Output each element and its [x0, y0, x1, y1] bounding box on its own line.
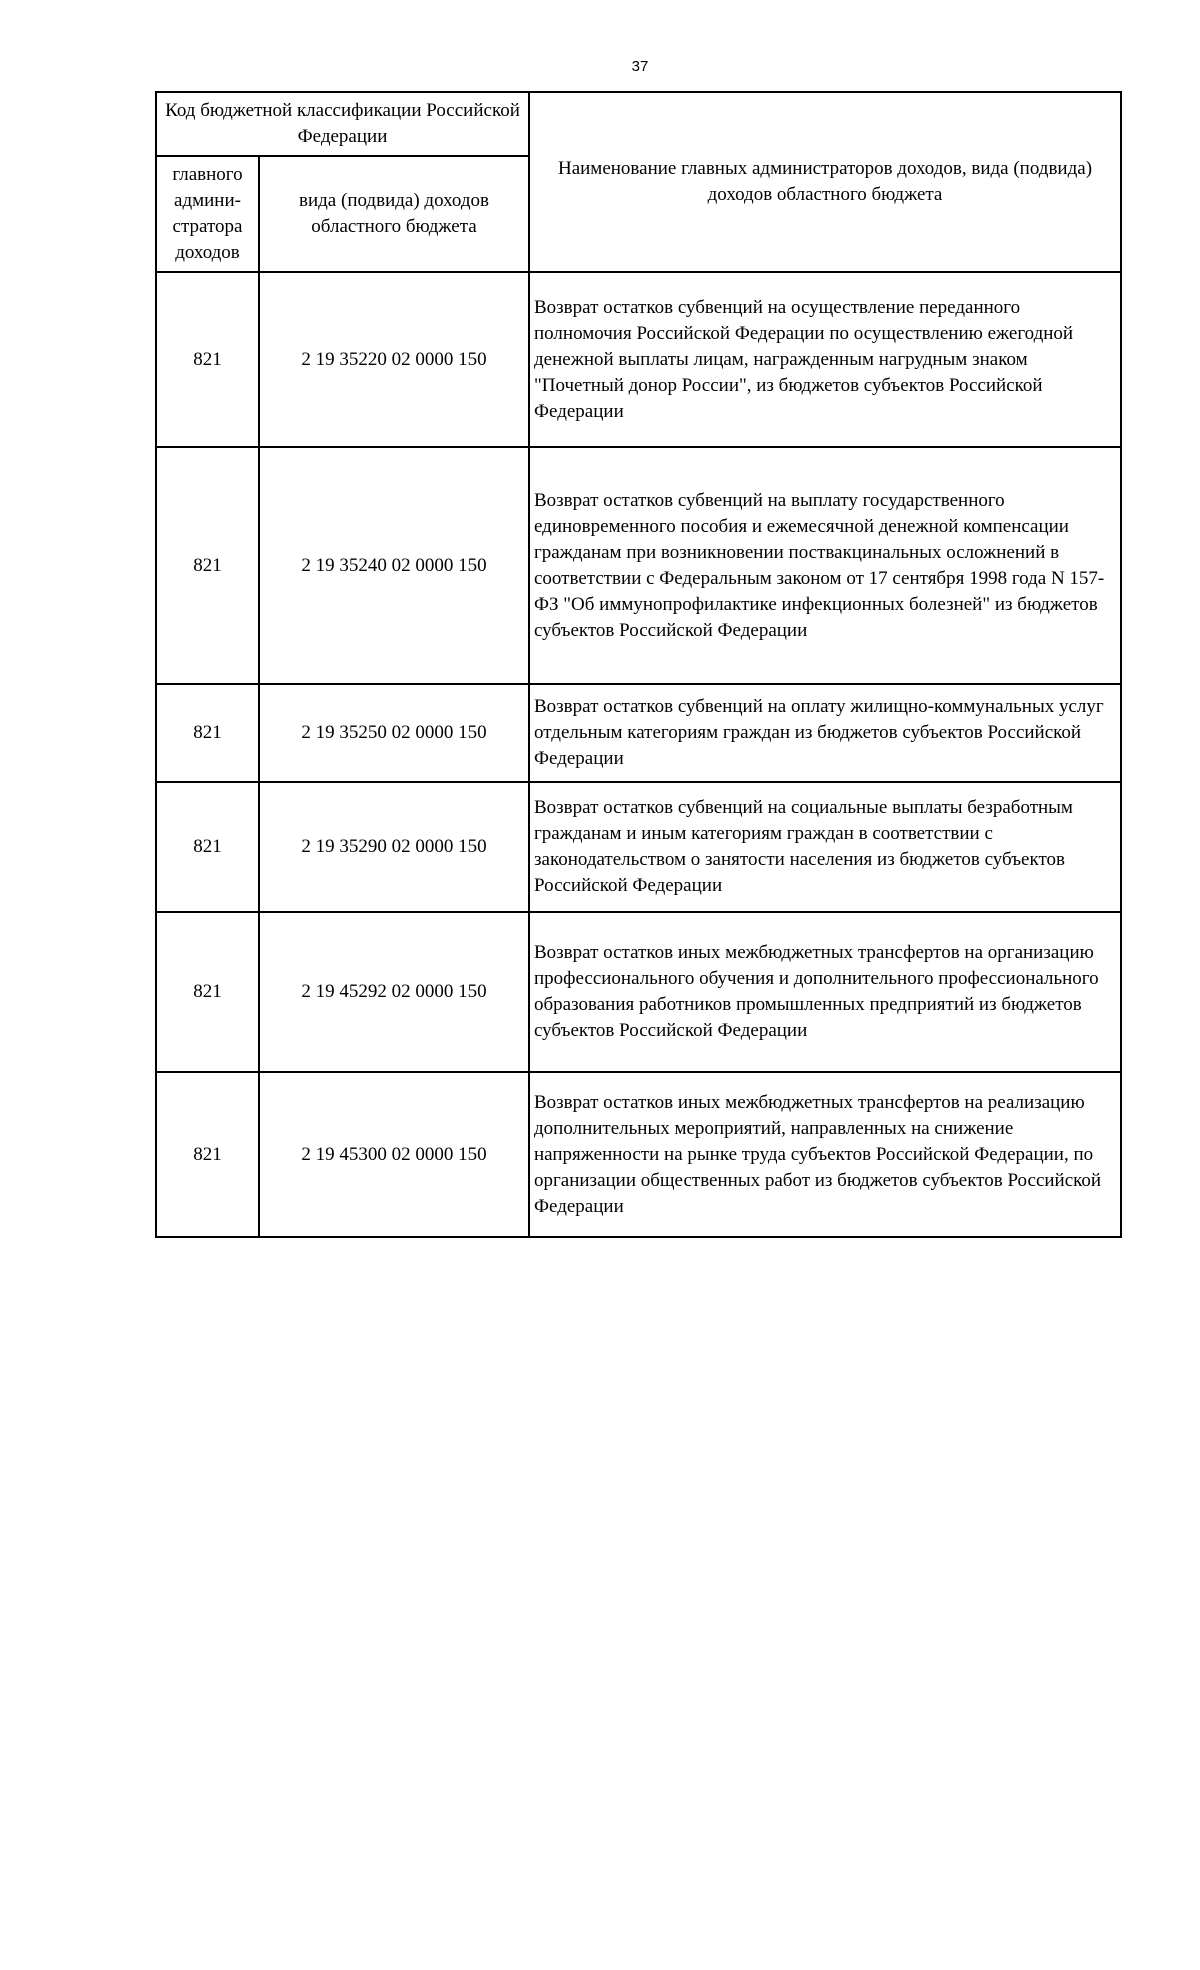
income-name-cell: Возврат остатков иных межбюджетных трансфертов на реализацию дополнительных мероприятий, направленных на снижение напряженности на рынке труда субъектов Российской Федерации, по организации общественных работ из бюджетов субъектов Российской Федерации — [529, 1072, 1121, 1237]
income-name-cell: Возврат остатков субвенций на оплату жилищно-коммунальных услуг отдельным категориям граждан из бюджетов субъектов Российской Федерации — [529, 684, 1121, 782]
income-code-cell: 2 19 35250 02 0000 150 — [259, 684, 529, 782]
income-name-cell: Возврат остатков субвенций на выплату государственного единовременного пособия и ежемесячной денежной компенсации гражданам при возникновении поствакцинальных осложнений в соответствии с Федеральным законом от 17 сентября 1998 года N 157-ФЗ "Об иммунопрофилактике инфекционных болезней" из бюджетов субъектов Российской Федерации — [529, 447, 1121, 684]
table-header-row-1 — [156, 92, 1121, 156]
income-code-cell: 2 19 35240 02 0000 150 — [259, 447, 529, 684]
page-number: 37 — [631, 58, 649, 75]
table-row — [156, 782, 1121, 912]
table-row — [156, 447, 1121, 684]
income-name-cell: Возврат остатков субвенций на социальные выплаты безработным гражданам и иным категориям граждан в соответствии с законодательством о занятости населения из бюджетов субъектов Российской Федерации — [529, 782, 1121, 912]
admin-code-cell: 821 — [156, 272, 259, 447]
income-code-cell: 2 19 45300 02 0000 150 — [259, 1072, 529, 1237]
income-code-cell: 2 19 45292 02 0000 150 — [259, 912, 529, 1072]
budget-classification-table — [155, 91, 1122, 1238]
table-row — [156, 272, 1121, 447]
income-name-cell: Возврат остатков иных межбюджетных трансфертов на организацию профессионального обучения и дополнительного профессионального образования работников промышленных предприятий из бюджетов субъектов Российской Федерации — [529, 912, 1121, 1072]
admin-code-cell: 821 — [156, 684, 259, 782]
income-code-cell: 2 19 35220 02 0000 150 — [259, 272, 529, 447]
income-code-cell: 2 19 35290 02 0000 150 — [259, 782, 529, 912]
admin-code-cell: 821 — [156, 912, 259, 1072]
header-main-administrator: главного админи-стратора доходов — [156, 156, 259, 272]
header-income-kind: вида (подвида) доходов областного бюджета — [259, 156, 529, 272]
admin-code-cell: 821 — [156, 1072, 259, 1237]
table-row — [156, 684, 1121, 782]
table-row — [156, 1072, 1121, 1237]
income-name-cell: Возврат остатков субвенций на осуществление переданного полномочия Российской Федерации по осуществлению ежегодной денежной выплаты лицам, награжденным нагрудным знаком "Почетный донор России", из бюджетов субъектов Российской Федерации — [529, 272, 1121, 447]
admin-code-cell: 821 — [156, 782, 259, 912]
table-row — [156, 912, 1121, 1072]
header-classification-code: Код бюджетной классификации Российской Федерации — [156, 92, 529, 156]
admin-code-cell: 821 — [156, 447, 259, 684]
header-administrator-name: Наименование главных администраторов доходов, вида (подвида) доходов областного бюджета — [529, 92, 1121, 272]
